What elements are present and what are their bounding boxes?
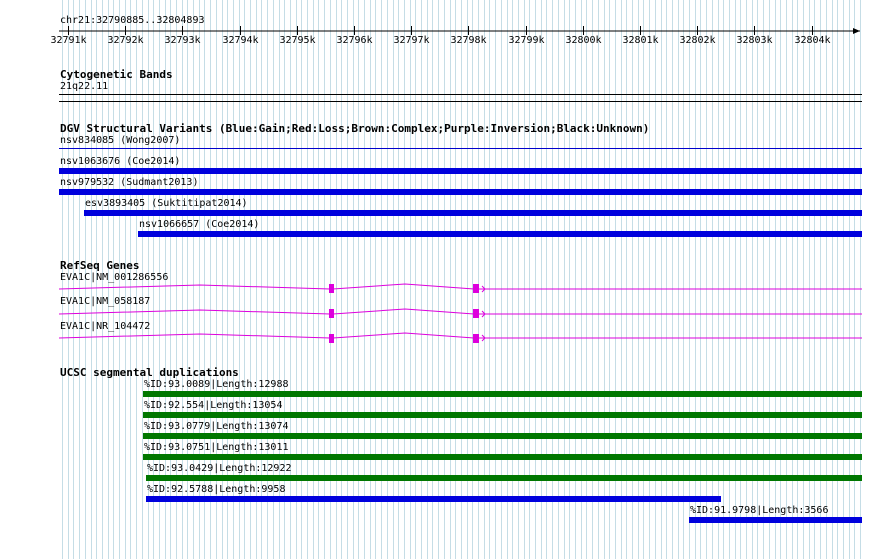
cytoband-track-title: Cytogenetic Bands (60, 68, 173, 81)
position-label: chr21:32790885..32804893 (60, 15, 205, 26)
ruler-tick-label: 32791k (50, 35, 87, 46)
ruler-tick-label: 32797k (393, 35, 430, 46)
gene-label-nm001286556: EVA1C|NM_001286556 (60, 272, 169, 283)
ruler-tick-label: 32804k (794, 35, 831, 46)
refseq-track-title: RefSeq Genes (60, 259, 140, 272)
ruler-tick-label: 32799k (508, 35, 545, 46)
gene-model-nr104472 (59, 333, 862, 343)
ruler-tick-label: 32795k (279, 35, 316, 46)
ruler-tick-label: 32800k (565, 35, 602, 46)
ruler-tick-label: 32801k (622, 35, 659, 46)
segdup-label-3: %ID:93.0779|Length:13074 (144, 421, 289, 432)
segdup-label-1: %ID:93.0089|Length:12988 (144, 379, 289, 390)
segdup-feature-5[interactable] (146, 475, 862, 481)
segdup-track-title: UCSC segmental duplications (60, 366, 239, 379)
segdup-label-6: %ID:92.5788|Length:9958 (147, 484, 286, 495)
dgv-label-nsv834085: nsv834085 (Wong2007) (60, 135, 181, 146)
segdup-feature-3[interactable] (143, 433, 862, 439)
dgv-track-title: DGV Structural Variants (Blue:Gain;Red:Loss;Brown:Complex;Purple:Inversion;Black:Unknown) (60, 122, 650, 135)
ruler-tick-label: 32792k (107, 35, 144, 46)
segdup-label-7: %ID:91.9798|Length:3566 (690, 505, 829, 516)
segdup-label-2: %ID:92.554|Length:13054 (144, 400, 283, 411)
segdup-label-5: %ID:93.0429|Length:12922 (147, 463, 292, 474)
segdup-feature-7[interactable] (689, 517, 862, 523)
gene-label-nm058187: EVA1C|NM_058187 (60, 296, 151, 307)
segdup-feature-1[interactable] (143, 391, 862, 397)
gene-model-nm001286556 (59, 284, 862, 293)
dgv-label-esv3893405: esv3893405 (Suktitipat2014) (85, 198, 248, 209)
dgv-label-nsv979532: nsv979532 (Sudmant2013) (60, 177, 199, 188)
cytoband-label: 21q22.11 (60, 81, 109, 92)
ruler-tick-label: 32796k (336, 35, 373, 46)
ruler-tick-label: 32798k (450, 35, 487, 46)
segdup-label-4: %ID:93.0751|Length:13011 (144, 442, 289, 453)
segdup-feature-6[interactable] (146, 496, 721, 502)
ruler-tick-label: 32794k (222, 35, 259, 46)
gene-label-nr104472: EVA1C|NR_104472 (60, 321, 151, 332)
dgv-label-nsv1066657: nsv1066657 (Coe2014) (139, 219, 260, 230)
segdup-feature-2[interactable] (143, 412, 862, 418)
gene-model-nm058187 (59, 309, 862, 318)
dgv-label-nsv1063676: nsv1063676 (Coe2014) (60, 156, 181, 167)
ruler-tick-label: 32803k (736, 35, 773, 46)
ruler-tick-label: 32802k (679, 35, 716, 46)
ruler-tick-label: 32793k (164, 35, 201, 46)
segdup-feature-4[interactable] (143, 454, 862, 460)
